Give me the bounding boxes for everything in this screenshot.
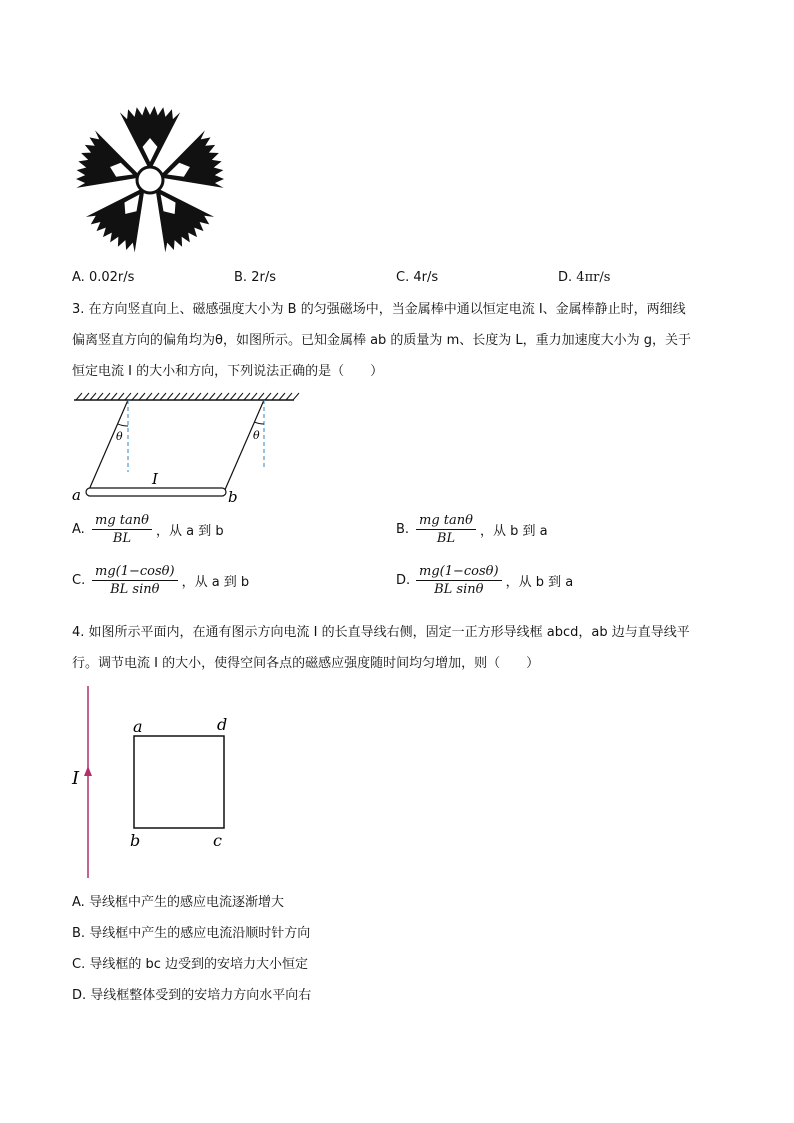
hatch-mark xyxy=(195,393,201,400)
hatch-mark xyxy=(223,393,229,400)
corner-d-label: d xyxy=(217,715,228,734)
hatch-mark xyxy=(209,393,215,400)
q2-option-d-text: 4πr/s xyxy=(576,270,611,285)
current-arrow-icon xyxy=(84,766,92,776)
q3-option-d-fraction xyxy=(416,564,502,597)
right-angle-arc xyxy=(254,422,264,424)
hatch-mark xyxy=(188,393,194,400)
right-angle-label: θ xyxy=(253,429,260,442)
corner-b-label: b xyxy=(130,831,141,850)
q4-option-a-text: 导线框中产生的感应电流逐渐增大 xyxy=(88,895,284,910)
q2-option-c-text: 4r/s xyxy=(413,270,439,285)
hatch-mark xyxy=(167,393,173,400)
q3-option-d-label: D. xyxy=(396,573,411,588)
hatch-mark xyxy=(265,393,271,400)
q3-option-d-denominator: BL sinθ xyxy=(434,582,484,597)
q2-option-b-text: 2r/s xyxy=(251,270,276,285)
hatch-mark xyxy=(237,393,243,400)
q4-stem-line-1: 4. 如图所示平面内，在通有图示方向电流 I 的长直导线右侧，固定一正方形导线框 abcd，ab 边与直导线平 xyxy=(72,625,690,640)
hatch-mark xyxy=(125,393,131,400)
rotating-disc-figure xyxy=(70,100,230,260)
q3-stem-line-1: 3. 在方向竖直向上、磁感强度大小为 B 的匀强磁场中，当金属棒中通以恒定电流 I、金属棒静止时，两细线 xyxy=(72,302,686,317)
q3-option-b[interactable] xyxy=(396,513,548,546)
left-angle-arc xyxy=(118,424,128,426)
q4-option-a-label: A. xyxy=(72,895,85,910)
metal-rod xyxy=(86,488,226,496)
disc-petal xyxy=(162,130,224,187)
q2-option-a[interactable] xyxy=(72,268,134,288)
hatch-mark xyxy=(104,393,110,400)
q2-option-d-label: D. xyxy=(558,270,573,285)
q3-option-a[interactable] xyxy=(72,513,224,546)
q3-option-c-denominator: BL sinθ xyxy=(110,582,160,597)
wire-current-label: I xyxy=(72,768,80,789)
q3-option-b-fraction xyxy=(416,513,476,546)
q3-option-d[interactable] xyxy=(396,564,573,597)
rod-end-a: a xyxy=(72,486,81,504)
q4-option-c-text: 导线框的 bc 边受到的安培力大小恒定 xyxy=(89,957,309,972)
q4-option-d-text: 导线框整体受到的安培力方向水平向右 xyxy=(90,988,312,1003)
hatch-mark xyxy=(153,393,159,400)
q2-option-c[interactable] xyxy=(396,268,438,288)
right-thread xyxy=(224,400,264,492)
hatch-mark xyxy=(293,393,299,400)
q2-option-a-text: 0.02r/s xyxy=(88,270,135,285)
q3-option-c-direction: ，从 a 到 b xyxy=(181,575,250,590)
q3-stem-line-3: 恒定电流 I 的大小和方向，下列说法正确的是（ ） xyxy=(72,364,384,379)
hatch-mark xyxy=(202,393,208,400)
hatch-mark xyxy=(251,393,257,400)
q3-option-c-label: C. xyxy=(72,573,86,588)
hatch-mark xyxy=(76,393,82,400)
q3-option-a-label: A. xyxy=(72,522,85,537)
q3-option-b-numerator: mg tanθ xyxy=(416,513,476,530)
hatch-mark xyxy=(139,393,145,400)
q4-option-d[interactable] xyxy=(72,986,311,1006)
hatch-mark xyxy=(230,393,236,400)
hatch-mark xyxy=(97,393,103,400)
q3-option-d-numerator: mg(1−cosθ) xyxy=(416,564,502,581)
hatch-mark xyxy=(146,393,152,400)
hatch-mark xyxy=(244,393,250,400)
disc-hub xyxy=(137,167,163,193)
corner-c-label: c xyxy=(213,831,222,850)
left-angle-label: θ xyxy=(116,430,123,443)
q4-option-c-label: C. xyxy=(72,957,86,972)
q2-option-a-label: A. xyxy=(72,270,85,285)
q3-option-b-denominator: BL xyxy=(436,531,456,546)
q3-option-b-direction: ，从 b 到 a xyxy=(479,524,548,539)
rod-end-b: b xyxy=(228,488,238,506)
q3-option-c-numerator: mg(1−cosθ) xyxy=(92,564,178,581)
hatch-mark xyxy=(90,393,96,400)
q3-option-d-direction: ，从 b 到 a xyxy=(505,575,574,590)
q3-option-a-fraction xyxy=(92,513,152,546)
ceiling-hatching xyxy=(76,393,299,400)
q3-option-b-label: B. xyxy=(396,522,410,537)
hatch-mark xyxy=(132,393,138,400)
wire-and-loop-figure xyxy=(68,682,248,882)
q2-option-b[interactable] xyxy=(234,268,276,288)
hatch-mark xyxy=(216,393,222,400)
disc-petal xyxy=(76,130,138,187)
q4-option-b-text: 导线框中产生的感应电流沿顺时针方向 xyxy=(89,926,311,941)
hatch-mark xyxy=(258,393,264,400)
q2-option-b-label: B. xyxy=(234,270,248,285)
q2-option-d[interactable] xyxy=(558,268,610,288)
q3-stem-line-2: 偏离竖直方向的偏角均为θ，如图所示。已知金属棒 ab 的质量为 m、长度为 L，重力加速度大小为 g，关于 xyxy=(72,333,691,348)
hatch-mark xyxy=(174,393,180,400)
rod-current-label: I xyxy=(152,470,158,488)
q3-option-c-fraction xyxy=(92,564,178,597)
hatch-mark xyxy=(279,393,285,400)
hatch-mark xyxy=(160,393,166,400)
hatch-mark xyxy=(181,393,187,400)
hatch-mark xyxy=(118,393,124,400)
corner-a-label: a xyxy=(133,717,143,736)
q4-option-c[interactable] xyxy=(72,955,308,975)
q4-option-a[interactable] xyxy=(72,893,284,913)
hatch-mark xyxy=(83,393,89,400)
hatch-mark xyxy=(111,393,117,400)
q4-option-b-label: B. xyxy=(72,926,86,941)
q3-option-a-direction: ，从 a 到 b xyxy=(155,524,224,539)
q4-stem-line-2: 行。调节电流 I 的大小，使得空间各点的磁感应强度随时间均匀增加，则（ ） xyxy=(72,656,540,671)
hanging-rod-figure xyxy=(68,390,308,508)
hatch-mark xyxy=(272,393,278,400)
q4-option-d-label: D. xyxy=(72,988,87,1003)
q3-option-c[interactable] xyxy=(72,564,249,597)
left-thread xyxy=(88,400,128,492)
q3-option-a-denominator: BL xyxy=(112,531,132,546)
q3-option-a-numerator: mg tanθ xyxy=(92,513,152,530)
q2-option-c-label: C. xyxy=(396,270,410,285)
hatch-mark xyxy=(286,393,292,400)
q4-option-b[interactable] xyxy=(72,924,310,944)
square-loop xyxy=(134,736,224,828)
